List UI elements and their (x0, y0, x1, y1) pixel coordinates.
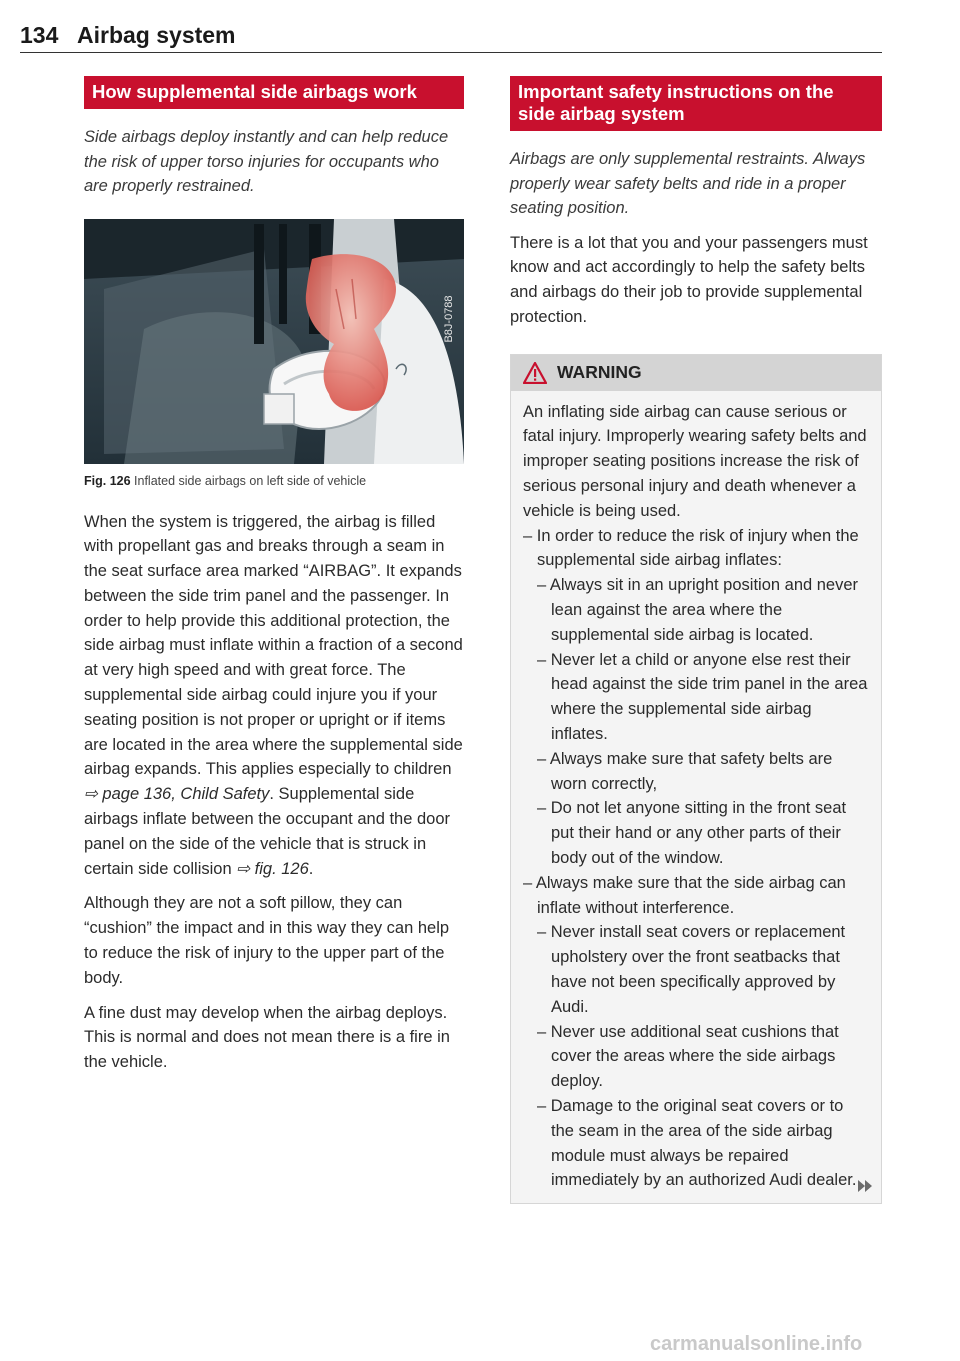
warning-item-2-2: – Never use additional seat cushions that cover the areas where the side airbags deploy. (537, 1022, 839, 1091)
warning-item-2-3: – Damage to the original seat covers or to the seam in the area of the side airbag module must always be repaired immediately by an authorized Audi dealer. (537, 1097, 857, 1190)
section-title: Airbag system (77, 22, 236, 48)
link-child-safety[interactable]: ⇨ page 136, Child Safety (84, 785, 270, 804)
paragraph-cushion: Although they are not a soft pillow, they can “cushion” the impact and in this way they can help to reduce the risk of injury to the upper part of the body. (84, 894, 450, 987)
warning-body (511, 391, 881, 1204)
warning-item-2-1: – Never install seat covers or replacement upholstery over the front seatbacks that have not been specifically approved by Audi. (537, 923, 846, 1016)
paragraph-1-part-c: . (308, 859, 314, 878)
figure-code: B8J-0788 (443, 294, 455, 343)
warning-item-2: – Always make sure that the side airbag can inflate without interference. (523, 873, 846, 917)
airbag-illustration (84, 219, 464, 464)
paragraph-1-part-b: . Supplemental side airbags inflate between the occupant and the door panel on the side of the vehicle that is struck in certain side collision (84, 785, 451, 878)
intro-text: Side airbags deploy instantly and can help reduce the risk of upper torso injuries for occupants who are properly restrained. (84, 128, 449, 195)
section-heading-side-airbags: How supplemental side airbags work (84, 76, 464, 109)
figure-caption-text: Inflated side airbags on left side of vehicle (134, 473, 367, 488)
footer-watermark: carmanualsonline.info (650, 1333, 863, 1355)
intro-text-right: Airbags are only supplemental restraints. Always properly wear safety belts and ride in a proper seating position. (510, 150, 866, 217)
warning-lead: An inflating side airbag can cause serious or fatal injury. Improperly wearing safety belts and improper seating positions increase the risk of serious personal injury and death whenever a vehicle is being used. (523, 402, 867, 520)
continue-arrow-icon[interactable] (857, 1179, 873, 1193)
left-column (84, 76, 464, 1075)
page-number: 134 (20, 22, 59, 48)
warning-box (510, 354, 882, 1205)
figure-126 (84, 219, 464, 464)
paragraph-1-part-a: When the system is triggered, the airbag is filled with propellant gas and breaks through a seam in the seat surface area marked “AIRBAG”. It expands between the side trim panel and the passenger. In order to help provide this additional protection, the side airbag must inflate within a fraction of a second at very high speed and with great force. The supplemental side airbag could injure you if your seating position is not proper or upright or if items are located in the area where the supplemental side airbag expands. This applies especially to children (84, 512, 463, 779)
right-column (510, 76, 882, 1204)
warning-header (511, 355, 881, 391)
link-fig-126[interactable]: ⇨ fig. 126 (236, 859, 309, 878)
warning-item-1-2: – Never let a child or anyone else rest their head against the side trim panel in the area where the supplemental side airbag inflates. (537, 650, 868, 744)
warning-item-1-1: – Always sit in an upright position and never lean against the area where the supplemental side airbag is located. (537, 576, 859, 644)
paragraph-system-triggered (84, 510, 464, 882)
figure-caption (84, 474, 464, 488)
paragraph-passengers: There is a lot that you and your passengers must know and act accordingly to help the safety belts and airbags do their job to provide supplemental protection. (510, 233, 868, 326)
section-heading-safety-instructions: Important safety instructions on the side airbag system (510, 76, 882, 131)
warning-title: WARNING (557, 362, 642, 383)
warning-item-1-4: – Do not let anyone sitting in the front seat put their hand or any other parts of their body out of the window. (537, 799, 847, 868)
warning-item-1: – In order to reduce the risk of injury when the supplemental side airbag inflates: (523, 526, 859, 570)
figure-label: Fig. 126 (84, 473, 131, 488)
page-header (20, 22, 882, 53)
warning-item-1-3: – Always make sure that safety belts are worn correctly, (537, 749, 833, 793)
warning-triangle-icon (523, 362, 547, 384)
paragraph-fine-dust: A fine dust may develop when the airbag deploys. This is normal and does not mean there is a fire in the vehicle. (84, 1003, 450, 1072)
